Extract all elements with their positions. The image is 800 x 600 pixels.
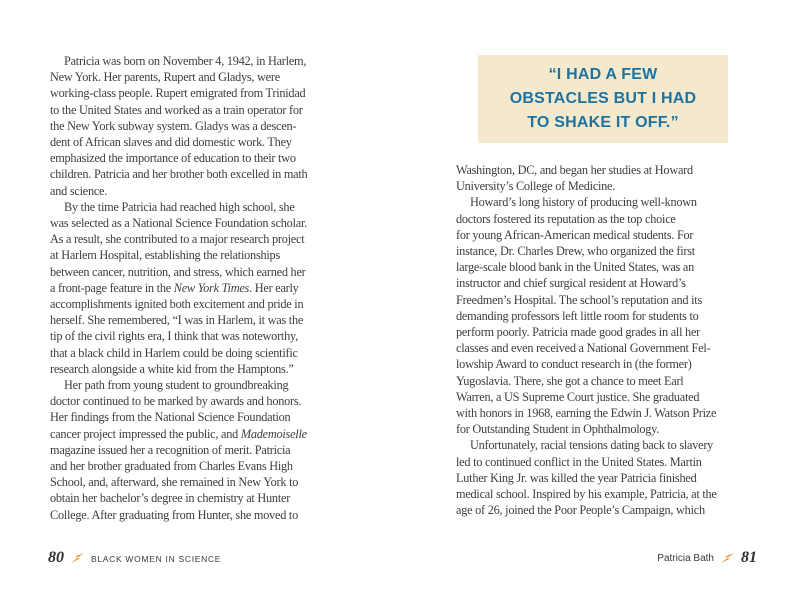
paragraph: Washington, DC, and began her studies at Howard University’s College of Medicine. [456,163,693,194]
pull-quote-text: “I HAD A FEW OBSTACLES BUT I HAD TO SHAKE IT OFF.” [509,66,697,131]
paragraph: Her path from young student to groundbreaking doctor continued to be marked by awards and honors. Her findings from the National Science Foundation cancer project impressed the public, and Mademoiselle magazine issued her a recognition of merit. Patricia and her brother graduated from Charles Evans High School, and, afterward, she remained in New York to obtain her bachelor’s degree in chemistry at Hunter College. After graduating from Hunter, she moved to [50,378,307,522]
paragraph: By the time Patricia had reached high school, she was selected as a National Science Foundation scholar. As a result, she contributed to a major research project at Harlem Hospital, establishing the relationships between cancer, nutrition, and stress, which earned her a front-page feature in the New York Times. Her early accomplishments ignited both excitement and pride in herself. She remembered, “I was in Harlem, it was the tip of the civil rights era, I think that was noteworthy, that a black child in Harlem could be doing scientific research alongside a white kid from the Hamptons.” [50,199,307,376]
page-number-left: 80 [48,549,64,566]
left-page-text-column [50,53,352,523]
paragraph: Patricia was born on November 4, 1942, in Harlem, New York. Her parents, Rupert and Gladys, were working-class people. Rupert emigrated from Trinidad to the United States and worked as a train operator for the New York subway system. Gladys was a descen- dent of African slaves and did domestic work. They emphasized the importance of education to their two children. Patricia and her brother both excelled in math and science. [50,54,308,198]
right-page-text-column [456,162,758,518]
pull-quote-box [478,55,728,143]
chapter-name-footer: Patricia Bath [657,553,714,564]
paragraph: Unfortunately, racial tensions dating back to slavery led to continued conflict in the United States. Martin Luther King Jr. was killed the year Patricia finished medical school. Inspired by his example, Patricia, at the age of 26, joined the Poor People’s Campaign, which [456,438,717,518]
lightning-bolt-icon [71,553,84,563]
page-number-right: 81 [741,549,757,566]
paragraph: Howard’s long history of producing well-known doctors fostered its reputation as the top choice for young African-American medical students. For instance, Dr. Charles Drew, who organized the first large-scale blood bank in the United States, was an instructor and chief surgical resident at Howard’s Freedmen’s Hospital. The school’s reputation and its demanding professors left little room for students to perform poorly. Patricia made good grades in all her classes and even received a National Government Fel- lowship Award to conduct research in (the former) Yugoslavia. There, she got a chance to meet Earl Warren, a US Supreme Court justice. She graduated with honors in 1968, earning the Edwin J. Watson Prize for Outstanding Student in Ophthalmology. [456,195,717,437]
lightning-bolt-icon [721,553,734,563]
footer-left [48,549,221,567]
book-title-footer: BLACK WOMEN IN SCIENCE [91,554,222,564]
footer-right [657,549,757,567]
